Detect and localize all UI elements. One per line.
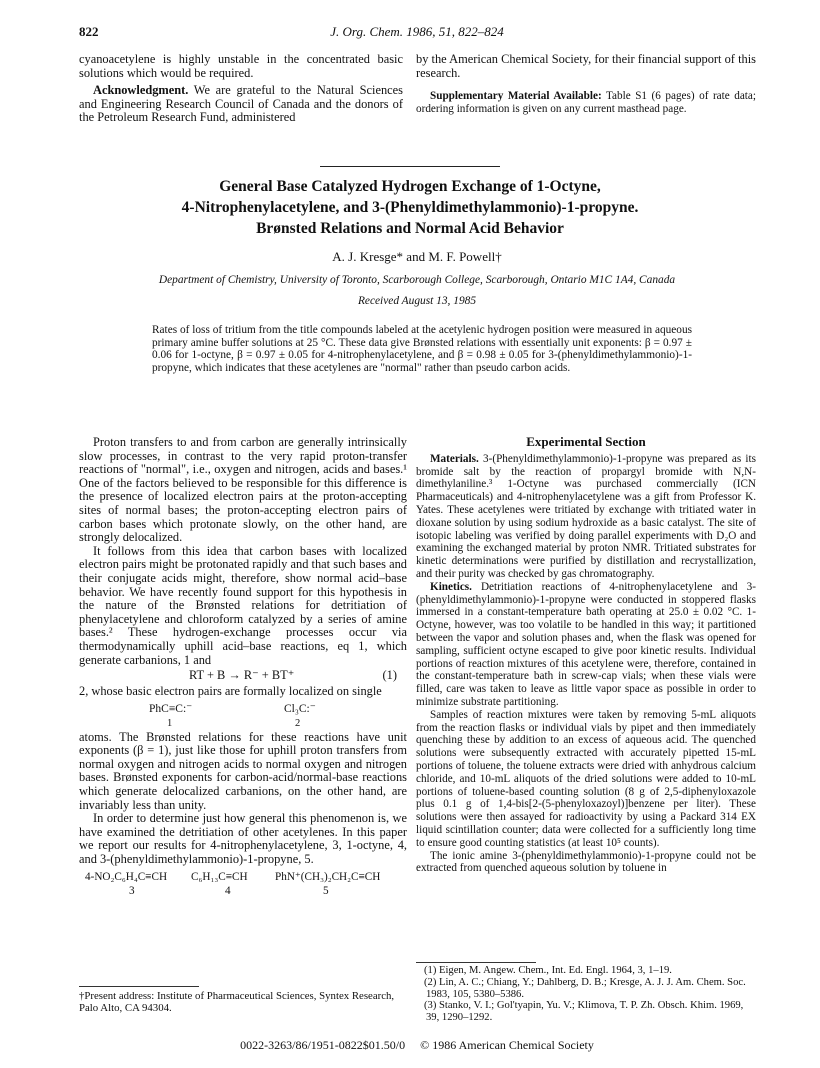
materials-paragraph: [416, 453, 756, 581]
compound-2: Cl₃C:⁻: [284, 702, 316, 715]
present-address-footnote: †Present address: Institute of Pharmaceutical Sciences, Syntex Research, Palo Alto, CA 94304.: [79, 990, 395, 1015]
supplementary-material: [416, 90, 756, 116]
affiliation: Department of Chemistry, University of Toronto, Scarborough College, Scarborough, Ontario M1C 1A4, Canada: [158, 274, 676, 286]
equation-number: (1): [382, 668, 397, 683]
continued-text: cyanoacetylene is highly unstable in the concentrated basic solutions which would be required.: [79, 52, 403, 80]
title-line-3: Brønsted Relations and Normal Acid Behavior: [256, 220, 564, 237]
section-divider: [320, 166, 500, 167]
journal-citation: J. Org. Chem. 1986, 51, 822–824: [330, 24, 504, 39]
compound-5-number: 5: [323, 884, 329, 897]
materials-text: 3-(Phenyldimethylammonio)-1-propyne was prepared as its bromide salt by the reaction of propargyl bromide with N,N-dimethylaniline.³ 1-Octyne was purchased commercially (ICN Pharmaceuticals) and 4-nitrophenylacetylene was a gift from Professor K. Yates. These acetylenes were tritiated by exchange with tritiated water in dioxane solution by using sodium hydroxide as a basic catalyst. The site of isotopic labeling was verified by doing parallel experiments with D₂O and examining the exchanged material by proton NMR. Tritiated substrates for kinetic determinations were purified by distillation and recrystallization, and their purity was checked by gas chromatography.: [416, 452, 756, 580]
compounds-1-2: [79, 701, 407, 729]
equation-1: [79, 667, 407, 685]
body-left-column: [79, 436, 407, 899]
authors: A. J. Kresge* and M. F. Powell†: [332, 249, 502, 264]
paragraph-3: 2, whose basic electron pairs are formally localized on single: [79, 684, 382, 699]
materials-label: Materials.: [430, 452, 479, 465]
section-heading: Experimental Section: [526, 434, 646, 449]
title-line-1: General Base Catalyzed Hydrogen Exchange of 1-Octyne,: [219, 178, 601, 195]
received-date: Received August 13, 1985: [357, 295, 477, 307]
abstract: Rates of loss of tritium from the title compounds labeled at the acetylenic hydrogen position were measured in aqueous primary amine buffer solutions at 25 °C. These data give Brønsted relations with essentially unit exponents: β = 0.97 ± 0.06 for 1-octyne, β = 0.97 ± 0.05 for 4-nitrophenylacetylene, and β = 0.98 ± 0.05 for 3-(phenyldimethylammonio)-1-propyne, which indicates that these acetylenes are "normal" rather than pseudo carbon acids.: [152, 324, 692, 374]
title-line-2: 4-Nitrophenylacetylene, and 3-(Phenyldimethylammonio)-1-propyne.: [181, 199, 639, 216]
equation-expression: RT + B → R⁻ + BT⁺: [189, 668, 295, 683]
compound-5: PhN⁺(CH₃)₂CH₂C≡CH: [275, 870, 381, 883]
compound-1: PhC≡C:⁻: [149, 702, 193, 715]
compound-4-number: 4: [225, 884, 231, 897]
continued-right-column: [416, 53, 756, 116]
references: [416, 965, 756, 1024]
compound-2-number: 2: [295, 717, 301, 729]
paragraph-4: atoms. The Brønsted relations for these reactions have unit exponents (β = 1), just like those for uphill proton transfers from normal oxygen and nitrogen acids to normal oxygen and nitrogen bases. Brønsted exponents for carbon-acid/normal-base reactions which generate delocalized carbanions, on the other hand, are invariably less than unity.: [79, 729, 407, 812]
continued-left-column: [79, 53, 403, 125]
body-right-column: [416, 436, 756, 875]
acknowledgment-label: Acknowledgment.: [93, 83, 189, 98]
kinetics-paragraph: [416, 581, 756, 709]
footnote-rule: [79, 986, 199, 987]
compounds-3-4-5: [79, 869, 407, 897]
compound-3-number: 3: [129, 884, 135, 897]
continued-right-text: by the American Chemical Society, for their financial support of this research.: [416, 52, 756, 80]
page-footer: [79, 1038, 755, 1053]
acknowledgment: [79, 84, 403, 125]
compound-4: C₆H₁₃C≡CH: [191, 870, 248, 883]
reference-1: (1) Eigen, M. Angew. Chem., Int. Ed. Engl. 1964, 3, 1–19.: [424, 965, 672, 976]
kinetics-label: Kinetics.: [430, 580, 472, 593]
running-header: [79, 24, 755, 42]
page-number: 822: [79, 24, 99, 39]
supplementary-text: Table S1 (6 pages) of rate data; ordering information is given on any current masthead page.: [416, 90, 756, 115]
reference-2: (2) Lin, A. C.; Chiang, Y.; Dahlberg, D. B.; Kresge, A. J. J. Am. Chem. Soc. 1983, 105, 5380–5386.: [424, 976, 746, 1000]
references-rule: [416, 962, 536, 963]
paragraph-1: Proton transfers to and from carbon are generally intrinsically slow processes, in contrast to the very rapid proton-transfer reactions of "normal", i.e., oxygen and nitrogen, acids and bases.¹ One of the factors believed to be responsible for this difference is the presence of localized electron pairs at the proton-accepting sites of normal bases; the proton-accepting electron pairs of carbon bases which protonate slowly, on the other hand, are strongly delocalized.: [79, 435, 407, 545]
paragraph-2: It follows from this idea that carbon bases with localized electron pairs might be protonated rapidly and that such bases and their conjugate acids might, therefore, show normal acid–base behavior. We have recently found support for this hypothesis in the nature of the Brønsted relations for detritiation of phenylacetylene and chloroform catalyzed by a series of amine bases.² These hydrogen-exchange processes occur via thermodynamically uphill acid–base reactions, eq 1, which generate carbanions, 1 and: [79, 543, 407, 667]
acknowledgment-text: We are grateful to the Natural Sciences and Engineering Research Council of Canada and the donors of the Petroleum Research Fund, administered: [79, 83, 403, 125]
article-title: [100, 176, 720, 239]
copyright: © 1986 American Chemical Society: [420, 1038, 594, 1052]
kinetics-text: Detritiation reactions of 4-nitrophenylacetylene and 3-(phenyldimethylammonio)-1-propyne were conducted in stoppered flasks immersed in a constant-temperature bath operating at 25.0 ± 0.02 °C. 1-Octyne, however, was too volatile to be handled in this way; it partitioned between the vapor and solution phases and, when the flask was opened for sampling, sufficient octyne escaped to give poor kinetic results. Individual portions of reaction mixtures of this acetylene were, therefore, contained in the constant-temperature bath in screw-cap vials; when these vials were filled, care was taken to leave as little vapor space as possible in order to minimize substrate partitioning.: [416, 580, 756, 708]
supplementary-label: Supplementary Material Available:: [430, 90, 602, 103]
compound-1-number: 1: [167, 717, 173, 729]
compound-3: 4-NO₂C₆H₄C≡CH: [85, 870, 168, 883]
paragraph-5: In order to determine just how general this phenomenon is, we have examined the detritiation of other acetylenes. In this paper we report our results for 4-nitrophenylacetylene, 3, 1-octyne, 4, and 3-(phenyldimethylammonio)-1-propyne, 5.: [79, 811, 407, 867]
samples-paragraph: Samples of reaction mixtures were taken by removing 5-mL aliquots from the reaction flasks or individual vials by pipet and then immediately quenching these by addition to an excess of aqueous acid. The quenched solutions were subsequently extracted with accurately pipetted 15-mL portions of toluene, the toluene extracts were dried with anhydrous calcium chloride, and 10-mL aliquots of the dried solutions were added to 10-mL portions of toluene-based counting solution (8 g of 2,5-diphenyloxazole plus 0.1 g of 1,4-bis[2-(5-phenyloxazoyl)]benzene per liter). These solutions were then assayed for radioactivity by using a Packard 314 EX liquid scintillation counter; data were collected for a sufficiently long time to ensure good counting statistics (at least 10⁵ counts).: [416, 708, 756, 849]
reference-3: (3) Stanko, V. I.; Gol'tyapin, Yu. V.; Klimova, T. P. Zh. Obsch. Khim. 1969, 39, 1290–1292.: [424, 1000, 744, 1024]
ionic-amine-paragraph: The ionic amine 3-(phenyldimethylammonio)-1-propyne could not be extracted from quenched aqueous solution by toluene in: [416, 849, 756, 875]
article-code: 0022-3263/86/1951-0822$01.50/0: [240, 1038, 406, 1052]
